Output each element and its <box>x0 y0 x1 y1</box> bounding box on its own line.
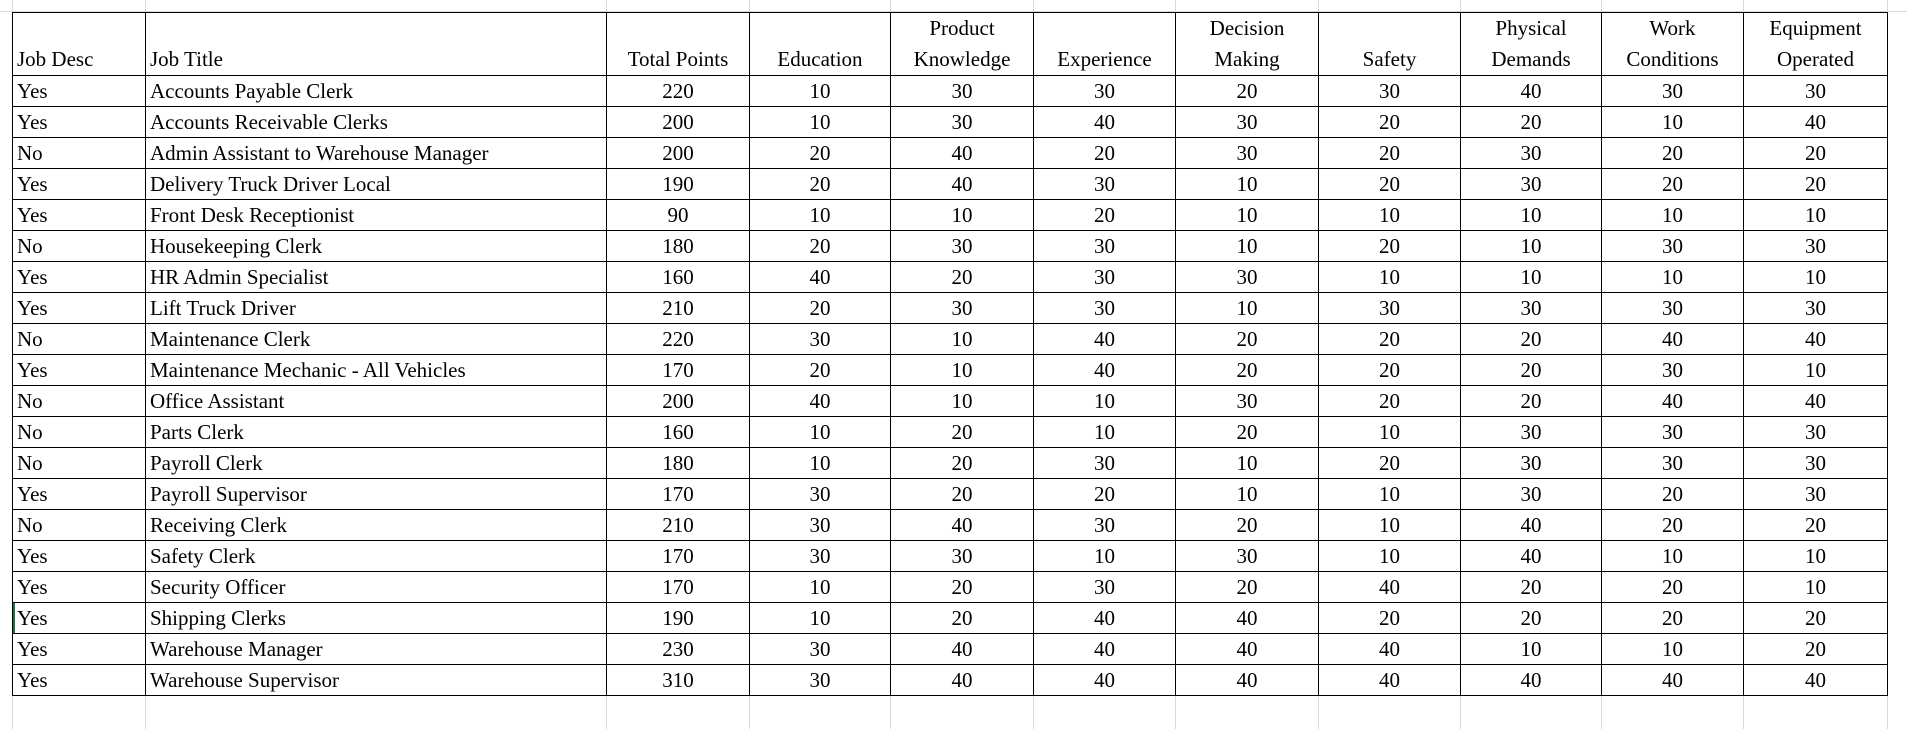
product-knowledge-cell[interactable]: 20 <box>891 603 1034 634</box>
work-conditions-cell[interactable]: 20 <box>1602 479 1744 510</box>
total-points-cell[interactable]: 170 <box>607 355 750 386</box>
product-knowledge-cell[interactable]: 40 <box>891 510 1034 541</box>
education-cell[interactable]: 40 <box>750 386 891 417</box>
work-conditions-cell[interactable]: 10 <box>1602 541 1744 572</box>
equipment-operated-cell[interactable]: 30 <box>1744 479 1888 510</box>
physical-demands-cell[interactable]: 20 <box>1461 107 1602 138</box>
experience-cell[interactable]: 30 <box>1034 448 1176 479</box>
education-cell[interactable]: 10 <box>750 76 891 107</box>
job-title-cell[interactable]: Housekeeping Clerk <box>146 231 607 262</box>
total-points-cell[interactable]: 310 <box>607 665 750 696</box>
safety-cell[interactable]: 20 <box>1319 107 1461 138</box>
product-knowledge-cell[interactable]: 10 <box>891 386 1034 417</box>
decision-making-cell[interactable]: 40 <box>1176 603 1319 634</box>
work-conditions-cell[interactable]: 40 <box>1602 665 1744 696</box>
decision-making-cell[interactable]: 10 <box>1176 448 1319 479</box>
decision-making-cell[interactable]: 10 <box>1176 169 1319 200</box>
education-cell[interactable]: 30 <box>750 510 891 541</box>
job-desc-cell[interactable]: Yes <box>13 355 146 386</box>
equipment-operated-cell[interactable]: 20 <box>1744 138 1888 169</box>
physical-demands-cell[interactable]: 20 <box>1461 603 1602 634</box>
work-conditions-cell[interactable]: 30 <box>1602 448 1744 479</box>
safety-cell[interactable]: 40 <box>1319 665 1461 696</box>
safety-cell[interactable]: 40 <box>1319 634 1461 665</box>
physical-demands-cell[interactable]: 20 <box>1461 355 1602 386</box>
total-points-cell[interactable]: 190 <box>607 603 750 634</box>
total-points-cell[interactable]: 200 <box>607 386 750 417</box>
product-knowledge-cell[interactable]: 20 <box>891 262 1034 293</box>
work-conditions-cell[interactable]: 10 <box>1602 200 1744 231</box>
header-education[interactable]: Education <box>750 13 891 76</box>
physical-demands-cell[interactable]: 20 <box>1461 572 1602 603</box>
education-cell[interactable]: 10 <box>750 603 891 634</box>
table-row <box>13 138 1888 169</box>
header-decision-making[interactable]: Decision Making <box>1176 13 1319 76</box>
table-row <box>13 355 1888 386</box>
job-desc-cell[interactable]: Yes <box>13 479 146 510</box>
equipment-operated-cell[interactable]: 30 <box>1744 417 1888 448</box>
physical-demands-cell[interactable]: 30 <box>1461 479 1602 510</box>
experience-cell[interactable]: 20 <box>1034 138 1176 169</box>
job-title-cell[interactable]: Office Assistant <box>146 386 607 417</box>
job-title-cell[interactable]: Security Officer <box>146 572 607 603</box>
work-conditions-cell[interactable]: 30 <box>1602 231 1744 262</box>
total-points-cell[interactable]: 170 <box>607 572 750 603</box>
total-points-cell[interactable]: 200 <box>607 138 750 169</box>
table-body <box>13 76 1888 696</box>
job-title-cell[interactable]: Maintenance Mechanic - All Vehicles <box>146 355 607 386</box>
product-knowledge-cell[interactable]: 30 <box>891 541 1034 572</box>
job-title-cell[interactable]: Parts Clerk <box>146 417 607 448</box>
safety-cell[interactable]: 10 <box>1319 510 1461 541</box>
decision-making-cell[interactable]: 40 <box>1176 665 1319 696</box>
experience-cell[interactable]: 40 <box>1034 107 1176 138</box>
education-cell[interactable]: 30 <box>750 324 891 355</box>
safety-cell[interactable]: 20 <box>1319 386 1461 417</box>
total-points-cell[interactable]: 170 <box>607 541 750 572</box>
physical-demands-cell[interactable]: 30 <box>1461 138 1602 169</box>
product-knowledge-cell[interactable]: 10 <box>891 200 1034 231</box>
equipment-operated-cell[interactable]: 20 <box>1744 603 1888 634</box>
product-knowledge-cell[interactable]: 40 <box>891 665 1034 696</box>
decision-making-cell[interactable]: 30 <box>1176 541 1319 572</box>
job-title-cell[interactable]: Receiving Clerk <box>146 510 607 541</box>
equipment-operated-cell[interactable]: 30 <box>1744 231 1888 262</box>
education-cell[interactable]: 20 <box>750 231 891 262</box>
equipment-operated-cell[interactable]: 40 <box>1744 107 1888 138</box>
safety-cell[interactable]: 10 <box>1319 479 1461 510</box>
job-title-cell[interactable]: Payroll Clerk <box>146 448 607 479</box>
equipment-operated-cell[interactable]: 10 <box>1744 200 1888 231</box>
total-points-cell[interactable]: 230 <box>607 634 750 665</box>
job-desc-cell[interactable]: Yes <box>13 541 146 572</box>
product-knowledge-cell[interactable]: 10 <box>891 324 1034 355</box>
physical-demands-cell[interactable]: 40 <box>1461 665 1602 696</box>
work-conditions-cell[interactable]: 40 <box>1602 324 1744 355</box>
table-row <box>13 665 1888 696</box>
education-cell[interactable]: 20 <box>750 169 891 200</box>
experience-cell[interactable]: 30 <box>1034 262 1176 293</box>
experience-cell[interactable]: 30 <box>1034 293 1176 324</box>
safety-cell[interactable]: 20 <box>1319 448 1461 479</box>
decision-making-cell[interactable]: 20 <box>1176 324 1319 355</box>
equipment-operated-cell[interactable]: 30 <box>1744 448 1888 479</box>
job-title-cell[interactable]: Accounts Payable Clerk <box>146 76 607 107</box>
equipment-operated-cell[interactable]: 40 <box>1744 324 1888 355</box>
education-cell[interactable]: 30 <box>750 665 891 696</box>
decision-making-cell[interactable]: 10 <box>1176 231 1319 262</box>
work-conditions-cell[interactable]: 10 <box>1602 262 1744 293</box>
physical-demands-cell[interactable]: 40 <box>1461 541 1602 572</box>
product-knowledge-cell[interactable]: 20 <box>891 448 1034 479</box>
job-desc-cell[interactable]: No <box>13 386 146 417</box>
product-knowledge-cell[interactable]: 10 <box>891 355 1034 386</box>
safety-cell[interactable]: 10 <box>1319 262 1461 293</box>
job-desc-cell[interactable]: No <box>13 231 146 262</box>
job-title-cell[interactable]: Delivery Truck Driver Local <box>146 169 607 200</box>
total-points-cell[interactable]: 210 <box>607 293 750 324</box>
job-desc-cell[interactable]: No <box>13 324 146 355</box>
experience-cell[interactable]: 30 <box>1034 76 1176 107</box>
education-cell[interactable]: 30 <box>750 541 891 572</box>
equipment-operated-cell[interactable]: 40 <box>1744 386 1888 417</box>
equipment-operated-cell[interactable]: 10 <box>1744 262 1888 293</box>
work-conditions-cell[interactable]: 10 <box>1602 107 1744 138</box>
header-physical-demands[interactable]: Physical Demands <box>1461 13 1602 76</box>
equipment-operated-cell[interactable]: 20 <box>1744 169 1888 200</box>
table-row <box>13 76 1888 107</box>
product-knowledge-cell[interactable]: 20 <box>891 417 1034 448</box>
job-title-cell[interactable]: Admin Assistant to Warehouse Manager <box>146 138 607 169</box>
physical-demands-cell[interactable]: 10 <box>1461 200 1602 231</box>
table-row <box>13 169 1888 200</box>
header-total-points[interactable]: Total Points <box>607 13 750 76</box>
experience-cell[interactable]: 30 <box>1034 169 1176 200</box>
job-desc-cell[interactable]: Yes <box>13 107 146 138</box>
experience-cell[interactable]: 10 <box>1034 386 1176 417</box>
physical-demands-cell[interactable]: 30 <box>1461 293 1602 324</box>
product-knowledge-cell[interactable]: 30 <box>891 293 1034 324</box>
physical-demands-cell[interactable]: 40 <box>1461 76 1602 107</box>
safety-cell[interactable]: 30 <box>1319 76 1461 107</box>
safety-cell[interactable]: 40 <box>1319 572 1461 603</box>
table-row <box>13 603 1888 634</box>
experience-cell[interactable]: 40 <box>1034 634 1176 665</box>
header-experience[interactable]: Experience <box>1034 13 1176 76</box>
education-cell[interactable]: 10 <box>750 107 891 138</box>
table-row <box>13 386 1888 417</box>
job-title-cell[interactable]: Maintenance Clerk <box>146 324 607 355</box>
work-conditions-cell[interactable]: 10 <box>1602 634 1744 665</box>
decision-making-cell[interactable]: 40 <box>1176 634 1319 665</box>
product-knowledge-cell[interactable]: 30 <box>891 107 1034 138</box>
header-work-conditions[interactable]: Work Conditions <box>1602 13 1744 76</box>
education-cell[interactable]: 10 <box>750 448 891 479</box>
safety-cell[interactable]: 10 <box>1319 541 1461 572</box>
table-row <box>13 510 1888 541</box>
decision-making-cell[interactable]: 20 <box>1176 76 1319 107</box>
table-row <box>13 231 1888 262</box>
table-row <box>13 200 1888 231</box>
header-row <box>13 13 1888 76</box>
product-knowledge-cell[interactable]: 40 <box>891 169 1034 200</box>
equipment-operated-cell[interactable]: 20 <box>1744 634 1888 665</box>
product-knowledge-cell[interactable]: 40 <box>891 138 1034 169</box>
total-points-cell[interactable]: 220 <box>607 76 750 107</box>
job-title-cell[interactable]: Lift Truck Driver <box>146 293 607 324</box>
job-title-cell[interactable]: Front Desk Receptionist <box>146 200 607 231</box>
job-desc-cell[interactable]: Yes <box>13 293 146 324</box>
table-row <box>13 324 1888 355</box>
total-points-cell[interactable]: 90 <box>607 200 750 231</box>
work-conditions-cell[interactable]: 30 <box>1602 76 1744 107</box>
equipment-operated-cell[interactable]: 30 <box>1744 293 1888 324</box>
education-cell[interactable]: 30 <box>750 479 891 510</box>
work-conditions-cell[interactable]: 20 <box>1602 510 1744 541</box>
table-row <box>13 107 1888 138</box>
safety-cell[interactable]: 10 <box>1319 200 1461 231</box>
product-knowledge-cell[interactable]: 30 <box>891 76 1034 107</box>
product-knowledge-cell[interactable]: 30 <box>891 231 1034 262</box>
table-row <box>13 417 1888 448</box>
work-conditions-cell[interactable]: 20 <box>1602 603 1744 634</box>
education-cell[interactable]: 10 <box>750 417 891 448</box>
experience-cell[interactable]: 10 <box>1034 541 1176 572</box>
product-knowledge-cell[interactable]: 20 <box>891 479 1034 510</box>
header-job-desc[interactable]: Job Desc <box>13 13 146 76</box>
education-cell[interactable]: 20 <box>750 293 891 324</box>
total-points-cell[interactable]: 190 <box>607 169 750 200</box>
work-conditions-cell[interactable]: 30 <box>1602 355 1744 386</box>
table-row <box>13 541 1888 572</box>
table-row <box>13 479 1888 510</box>
safety-cell[interactable]: 20 <box>1319 355 1461 386</box>
job-points-table <box>12 12 1888 696</box>
experience-cell[interactable]: 40 <box>1034 603 1176 634</box>
equipment-operated-cell[interactable]: 20 <box>1744 510 1888 541</box>
physical-demands-cell[interactable]: 10 <box>1461 634 1602 665</box>
job-desc-cell[interactable]: No <box>13 510 146 541</box>
experience-cell[interactable]: 30 <box>1034 231 1176 262</box>
job-title-cell[interactable]: Warehouse Manager <box>146 634 607 665</box>
physical-demands-cell[interactable]: 20 <box>1461 324 1602 355</box>
table-row <box>13 262 1888 293</box>
experience-cell[interactable]: 30 <box>1034 572 1176 603</box>
experience-cell[interactable]: 40 <box>1034 355 1176 386</box>
decision-making-cell[interactable]: 30 <box>1176 138 1319 169</box>
education-cell[interactable]: 40 <box>750 262 891 293</box>
physical-demands-cell[interactable]: 20 <box>1461 386 1602 417</box>
physical-demands-cell[interactable]: 30 <box>1461 417 1602 448</box>
job-title-cell[interactable]: Accounts Receivable Clerks <box>146 107 607 138</box>
safety-cell[interactable]: 20 <box>1319 231 1461 262</box>
decision-making-cell[interactable]: 30 <box>1176 262 1319 293</box>
decision-making-cell[interactable]: 30 <box>1176 107 1319 138</box>
work-conditions-cell[interactable]: 20 <box>1602 169 1744 200</box>
job-desc-cell[interactable]: Yes <box>13 262 146 293</box>
job-desc-cell[interactable]: Yes <box>13 634 146 665</box>
job-desc-cell[interactable]: Yes <box>13 169 146 200</box>
safety-cell[interactable]: 20 <box>1319 169 1461 200</box>
table-row <box>13 293 1888 324</box>
decision-making-cell[interactable]: 10 <box>1176 200 1319 231</box>
safety-cell[interactable]: 10 <box>1319 417 1461 448</box>
job-title-cell[interactable]: Shipping Clerks <box>146 603 607 634</box>
safety-cell[interactable]: 20 <box>1319 324 1461 355</box>
education-cell[interactable]: 20 <box>750 138 891 169</box>
decision-making-cell[interactable]: 20 <box>1176 572 1319 603</box>
total-points-cell[interactable]: 160 <box>607 262 750 293</box>
work-conditions-cell[interactable]: 30 <box>1602 417 1744 448</box>
safety-cell[interactable]: 20 <box>1319 603 1461 634</box>
decision-making-cell[interactable]: 20 <box>1176 355 1319 386</box>
job-desc-cell[interactable]: Yes <box>13 603 146 634</box>
education-cell[interactable]: 20 <box>750 355 891 386</box>
education-cell[interactable]: 30 <box>750 634 891 665</box>
total-points-cell[interactable]: 170 <box>607 479 750 510</box>
total-points-cell[interactable]: 200 <box>607 107 750 138</box>
physical-demands-cell[interactable]: 10 <box>1461 262 1602 293</box>
table-row <box>13 634 1888 665</box>
experience-cell[interactable]: 30 <box>1034 510 1176 541</box>
physical-demands-cell[interactable]: 30 <box>1461 448 1602 479</box>
job-title-cell[interactable]: Safety Clerk <box>146 541 607 572</box>
job-title-cell[interactable]: HR Admin Specialist <box>146 262 607 293</box>
job-title-cell[interactable]: Warehouse Supervisor <box>146 665 607 696</box>
total-points-cell[interactable]: 180 <box>607 231 750 262</box>
experience-cell[interactable]: 40 <box>1034 324 1176 355</box>
work-conditions-cell[interactable]: 20 <box>1602 138 1744 169</box>
header-equipment-operated[interactable]: Equipment Operated <box>1744 13 1888 76</box>
work-conditions-cell[interactable]: 20 <box>1602 572 1744 603</box>
table-header <box>13 13 1888 76</box>
equipment-operated-cell[interactable]: 30 <box>1744 76 1888 107</box>
equipment-operated-cell[interactable]: 10 <box>1744 355 1888 386</box>
equipment-operated-cell[interactable]: 10 <box>1744 541 1888 572</box>
decision-making-cell[interactable]: 20 <box>1176 417 1319 448</box>
product-knowledge-cell[interactable]: 40 <box>891 634 1034 665</box>
total-points-cell[interactable]: 210 <box>607 510 750 541</box>
job-desc-cell[interactable]: No <box>13 448 146 479</box>
work-conditions-cell[interactable]: 30 <box>1602 293 1744 324</box>
education-cell[interactable]: 10 <box>750 572 891 603</box>
header-job-title[interactable]: Job Title <box>146 13 607 76</box>
job-desc-cell[interactable]: No <box>13 138 146 169</box>
physical-demands-cell[interactable]: 30 <box>1461 169 1602 200</box>
experience-cell[interactable]: 20 <box>1034 479 1176 510</box>
decision-making-cell[interactable]: 30 <box>1176 386 1319 417</box>
total-points-cell[interactable]: 160 <box>607 417 750 448</box>
work-conditions-cell[interactable]: 40 <box>1602 386 1744 417</box>
experience-cell[interactable]: 40 <box>1034 665 1176 696</box>
job-desc-cell[interactable]: Yes <box>13 665 146 696</box>
table-row <box>13 448 1888 479</box>
education-cell[interactable]: 10 <box>750 200 891 231</box>
header-product-knowledge[interactable]: Product Knowledge <box>891 13 1034 76</box>
experience-cell[interactable]: 10 <box>1034 417 1176 448</box>
job-title-cell[interactable]: Payroll Supervisor <box>146 479 607 510</box>
decision-making-cell[interactable]: 20 <box>1176 510 1319 541</box>
total-points-cell[interactable]: 220 <box>607 324 750 355</box>
physical-demands-cell[interactable]: 10 <box>1461 231 1602 262</box>
decision-making-cell[interactable]: 10 <box>1176 293 1319 324</box>
job-desc-cell[interactable]: Yes <box>13 200 146 231</box>
total-points-cell[interactable]: 180 <box>607 448 750 479</box>
equipment-operated-cell[interactable]: 40 <box>1744 665 1888 696</box>
job-desc-cell[interactable]: No <box>13 417 146 448</box>
experience-cell[interactable]: 20 <box>1034 200 1176 231</box>
job-desc-cell[interactable]: Yes <box>13 572 146 603</box>
product-knowledge-cell[interactable]: 20 <box>891 572 1034 603</box>
physical-demands-cell[interactable]: 40 <box>1461 510 1602 541</box>
decision-making-cell[interactable]: 10 <box>1176 479 1319 510</box>
job-desc-cell[interactable]: Yes <box>13 76 146 107</box>
equipment-operated-cell[interactable]: 10 <box>1744 572 1888 603</box>
table-row <box>13 572 1888 603</box>
safety-cell[interactable]: 20 <box>1319 138 1461 169</box>
header-safety[interactable]: Safety <box>1319 13 1461 76</box>
safety-cell[interactable]: 30 <box>1319 293 1461 324</box>
